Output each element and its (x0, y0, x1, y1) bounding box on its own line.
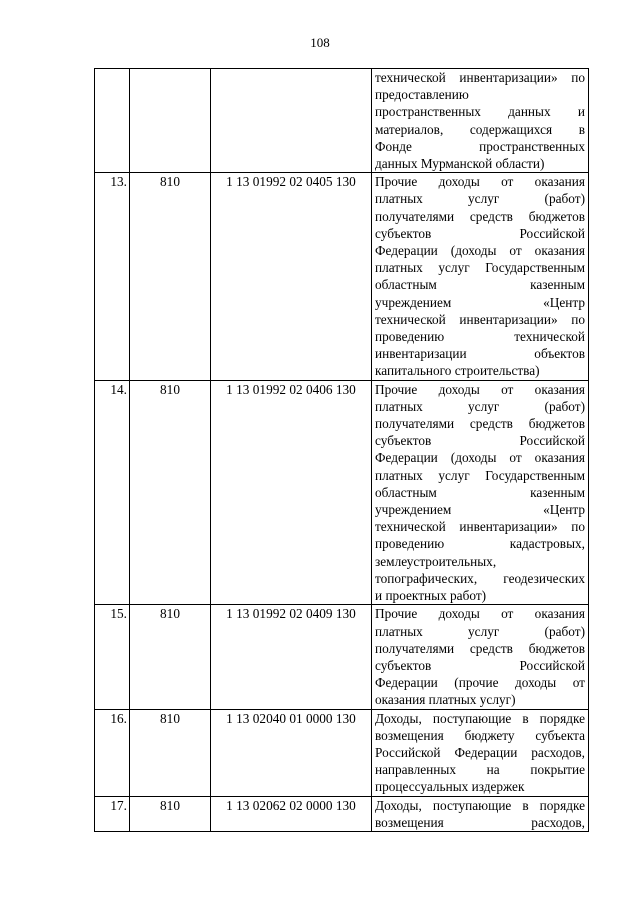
description-line: платных услуг (работ) (375, 623, 585, 639)
description-cell (372, 709, 589, 796)
admin-code-cell: 810 (130, 796, 211, 831)
row-number-cell: 15. (95, 605, 130, 709)
admin-code-cell (130, 69, 211, 173)
table-row (95, 605, 589, 709)
table-row (95, 796, 589, 831)
description-line: получателями средств бюджетов (375, 640, 585, 656)
description-line: Фонде пространственных (375, 138, 585, 154)
description-line: направленных на покрытие (375, 762, 585, 778)
kbk-code-cell: 1 13 02040 01 0000 130 (211, 709, 372, 796)
kbk-code-cell: 1 13 01992 02 0406 130 (211, 380, 372, 605)
description-line: Прочие доходы от оказания (375, 174, 585, 190)
description-line: Федерации (прочие доходы от (375, 675, 585, 691)
description-line: топографических, геодезических (375, 570, 585, 586)
admin-code-cell: 810 (130, 380, 211, 605)
description-line: областным казенным (375, 277, 585, 293)
description-line: Прочие доходы от оказания (375, 606, 585, 622)
description-line: платных услуг Государственным (375, 260, 585, 276)
description-cell (372, 796, 589, 831)
description-line: оказания платных услуг) (375, 692, 516, 708)
description-line: областным казенным (375, 484, 585, 500)
row-number-cell (95, 69, 130, 173)
budget-revenue-table (94, 68, 589, 832)
description-line: платных услуг Государственным (375, 467, 585, 483)
table-row (95, 709, 589, 796)
description-line: процессуальных издержек (375, 779, 525, 795)
description-line: Федерации (доходы от оказания (375, 450, 585, 466)
description-line: землеустроительных, (375, 553, 497, 569)
description-line: пространственных данных и (375, 104, 585, 120)
description-line: и проектных работ) (375, 588, 487, 604)
description-line: проведению технической (375, 329, 585, 345)
row-number-cell: 17. (95, 796, 130, 831)
description-line: предоставлению (375, 87, 469, 103)
table-row (95, 380, 589, 605)
description-line: получателями средств бюджетов (375, 416, 585, 432)
description-cell (372, 69, 589, 173)
description-line: материалов, содержащихся в (375, 121, 585, 137)
description-line: данных Мурманской области) (375, 156, 545, 172)
description-line: Прочие доходы от оказания (375, 381, 585, 397)
kbk-code-cell: 1 13 01992 02 0409 130 (211, 605, 372, 709)
description-cell (372, 173, 589, 380)
description-line: платных услуг (работ) (375, 191, 585, 207)
admin-code-cell: 810 (130, 605, 211, 709)
description-line: учреждением «Центр (375, 502, 585, 518)
description-line: Доходы, поступающие в порядке (375, 797, 585, 813)
description-line: технической инвентаризации» по (375, 519, 585, 535)
description-line: субъектов Российской (375, 433, 585, 449)
description-line: капитального строительства) (375, 363, 540, 379)
description-line: Российской Федерации расходов, (375, 744, 585, 760)
description-line: платных услуг (работ) (375, 398, 585, 414)
description-line: Федерации (доходы от оказания (375, 243, 585, 259)
admin-code-cell: 810 (130, 709, 211, 796)
row-number-cell: 16. (95, 709, 130, 796)
row-number-cell: 14. (95, 380, 130, 605)
row-number-cell: 13. (95, 173, 130, 380)
description-line: технической инвентаризации» по (375, 311, 585, 327)
description-line: субъектов Российской (375, 657, 585, 673)
description-line: возмещения расходов, (375, 814, 585, 830)
description-line: возмещения бюджету субъекта (375, 727, 585, 743)
kbk-code-cell (211, 69, 372, 173)
description-cell (372, 380, 589, 605)
description-line: субъектов Российской (375, 225, 585, 241)
kbk-code-cell: 1 13 01992 02 0405 130 (211, 173, 372, 380)
description-line: инвентаризации объектов (375, 346, 585, 362)
table-row (95, 173, 589, 380)
table-row (95, 69, 589, 173)
description-line: получателями средств бюджетов (375, 208, 585, 224)
page-number: 108 (310, 35, 330, 50)
kbk-code-cell: 1 13 02062 02 0000 130 (211, 796, 372, 831)
admin-code-cell: 810 (130, 173, 211, 380)
description-line: учреждением «Центр (375, 294, 585, 310)
description-line: технической инвентаризации» по (375, 70, 585, 85)
description-cell (372, 605, 589, 709)
description-line: проведению кадастровых, (375, 536, 585, 552)
description-line: Доходы, поступающие в порядке (375, 710, 585, 726)
